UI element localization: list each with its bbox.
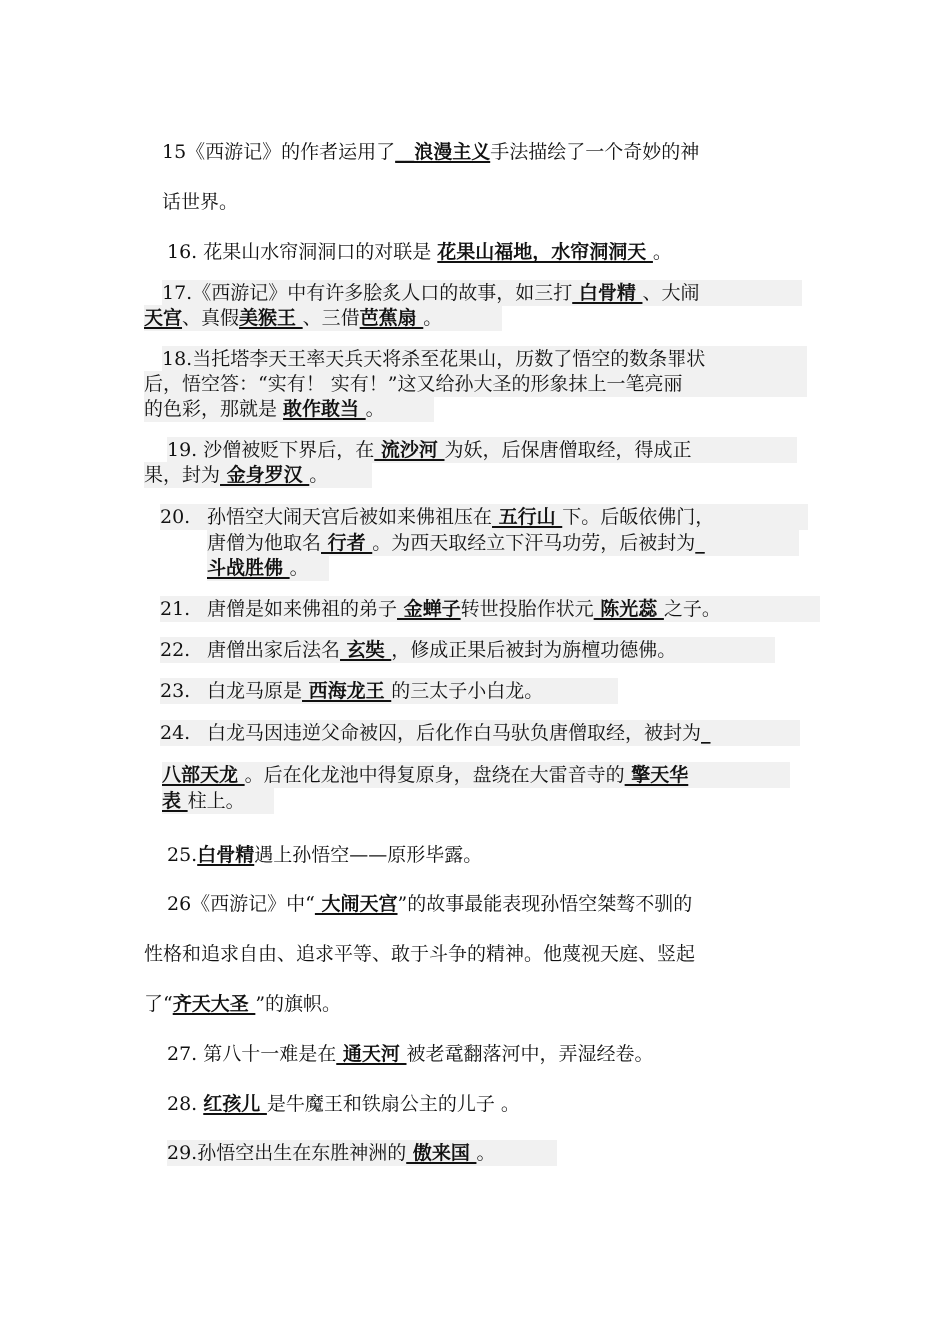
answer-blank: 八部天龙 bbox=[162, 764, 245, 786]
question-text: 遇上孙悟空——原形毕露。 bbox=[254, 844, 483, 866]
question-text: 被老鼋翻落河中，弄湿经卷。 bbox=[406, 1043, 654, 1065]
question-text: 。 bbox=[365, 398, 385, 420]
question-15 bbox=[162, 139, 699, 165]
question-15-line-2 bbox=[162, 189, 238, 215]
question-text: 白龙马因违逆父命被囚，后化作白马驮负唐僧取经，被封为 bbox=[207, 722, 702, 744]
question-number: 28. bbox=[167, 1093, 204, 1115]
question-text: 转世投胎作状元 bbox=[460, 598, 594, 620]
answer-blank: 敢作敢当 bbox=[283, 398, 366, 420]
question-29 bbox=[167, 1140, 557, 1166]
question-number: 23. bbox=[160, 680, 191, 702]
question-text: 。后在化龙池中得复原身，盘绕在大雷音寺的 bbox=[244, 764, 625, 786]
question-text: 、三借 bbox=[302, 307, 360, 329]
question-text: 。 bbox=[289, 557, 309, 579]
answer-blank: 通天河 bbox=[336, 1043, 407, 1065]
question-text: 话世界。 bbox=[162, 191, 239, 213]
question-text: ，修成正果后被封为旃檀功德佛。 bbox=[391, 639, 677, 661]
question-26-line-2 bbox=[144, 941, 695, 967]
question-20 bbox=[160, 504, 808, 530]
answer-blank: 傲来国 bbox=[406, 1142, 477, 1164]
answer-blank: 天宫 bbox=[144, 307, 183, 329]
question-27 bbox=[167, 1041, 654, 1067]
question-20-line-2 bbox=[207, 530, 799, 556]
question-text: 之子。 bbox=[663, 598, 721, 620]
answer-blank: 行者 bbox=[321, 532, 373, 554]
question-17 bbox=[162, 280, 802, 306]
question-24-line-3 bbox=[162, 788, 274, 814]
question-19-line-2 bbox=[144, 462, 372, 488]
question-18-line-2 bbox=[144, 371, 807, 397]
question-text: 的三太子小白龙。 bbox=[391, 680, 544, 702]
answer-blank: _ bbox=[701, 722, 711, 744]
question-24 bbox=[160, 720, 800, 746]
answer-blank: 芭蕉扇 bbox=[359, 307, 424, 329]
question-text: 下。后皈依佛门， bbox=[562, 506, 715, 528]
answer-blank: _ bbox=[695, 532, 705, 554]
question-16 bbox=[167, 239, 672, 265]
question-21 bbox=[160, 596, 820, 622]
answer-blank: __浪漫主义 bbox=[395, 141, 491, 163]
question-text: 、大闹 bbox=[642, 282, 700, 304]
question-text: 性格和追求自由、追求平等、敢于斗争的精神。他蔑视天庭、竖起 bbox=[144, 943, 696, 965]
answer-blank: 擎天华 bbox=[624, 764, 689, 786]
question-text: 了“ bbox=[144, 993, 173, 1015]
answer-blank: 斗战胜佛 bbox=[207, 557, 290, 579]
question-28 bbox=[167, 1091, 520, 1117]
answer-blank: 花果山福地，水帘洞洞天 bbox=[437, 241, 653, 263]
question-text: 26《西游记》中“ bbox=[167, 893, 315, 915]
answer-blank: 齐天大圣 bbox=[172, 993, 256, 1015]
question-text: 17.《西游记》中有许多脍炙人口的故事，如三打 bbox=[162, 282, 573, 304]
question-17-line-2 bbox=[144, 305, 502, 331]
question-text: 是牛魔王和铁扇公主的儿子 。 bbox=[266, 1093, 520, 1115]
question-18-line-3 bbox=[144, 396, 434, 422]
question-text: 唐僧为他取名 bbox=[207, 532, 322, 554]
question-text: 18.当托塔李天王率天兵天将杀至花果山，历数了悟空的数条罪状 bbox=[162, 348, 706, 370]
question-text: 。 bbox=[309, 464, 329, 486]
question-20-line-3 bbox=[207, 555, 329, 581]
question-text: ”的故事最能表现孙悟空桀骜不驯的 bbox=[397, 893, 693, 915]
question-text: 、真假 bbox=[182, 307, 240, 329]
answer-blank: 白骨精 bbox=[197, 844, 255, 866]
question-26-line-3 bbox=[144, 991, 341, 1017]
question-23 bbox=[160, 678, 618, 704]
question-text: 手法描绘了一个奇妙的神 bbox=[490, 141, 700, 163]
answer-blank: 五行山 bbox=[492, 506, 563, 528]
answer-blank: 陈光蕊 bbox=[593, 598, 664, 620]
question-text: 后，悟空答：“实有！ 实有！”这又给孙大圣的形象抹上一笔亮丽 bbox=[144, 373, 683, 395]
question-text: 15《西游记》的作者运用了 bbox=[162, 141, 396, 163]
question-text: 的色彩，那就是 bbox=[144, 398, 284, 420]
answer-blank: 美猴王 bbox=[239, 307, 303, 329]
question-18 bbox=[162, 346, 807, 372]
answer-blank: 金身罗汉 bbox=[220, 464, 310, 486]
question-text: 19. 沙僧被贬下界后，在 bbox=[167, 439, 375, 461]
question-number: 21. bbox=[160, 598, 191, 620]
question-number: 20. bbox=[160, 506, 191, 528]
answer-blank: 流沙河 bbox=[374, 439, 445, 461]
question-number: 22. bbox=[160, 639, 191, 661]
answer-blank: 西海龙王 bbox=[302, 680, 392, 702]
answer-blank: 金蝉子 bbox=[397, 598, 461, 620]
question-text: 16. 花果山水帘洞洞口的对联是 bbox=[167, 241, 438, 263]
question-text: 29.孙悟空出生在东胜神洲的 bbox=[167, 1142, 407, 1164]
question-24-line-2 bbox=[162, 762, 790, 788]
question-text: 为妖，后保唐僧取经，得成正 bbox=[444, 439, 692, 461]
answer-blank: 大闹天宫 bbox=[314, 893, 398, 915]
question-text: 。 bbox=[652, 241, 672, 263]
question-text: 。为西天取经立下汗马功劳，后被封为 bbox=[372, 532, 696, 554]
answer-blank: 表 bbox=[162, 790, 188, 812]
question-text: 孙悟空大闹天宫后被如来佛祖压在 bbox=[207, 506, 493, 528]
question-text: 。 bbox=[423, 307, 443, 329]
question-22 bbox=[160, 637, 775, 663]
answer-blank: 红孩儿 bbox=[203, 1093, 267, 1115]
question-text: 果，封为 bbox=[144, 464, 221, 486]
question-26 bbox=[167, 891, 692, 917]
question-number: 24. bbox=[160, 722, 191, 744]
answer-blank: 玄奘 bbox=[340, 639, 392, 661]
question-text: 柱上。 bbox=[187, 790, 245, 812]
question-19 bbox=[167, 437, 797, 463]
question-text: 白龙马原是 bbox=[207, 680, 303, 702]
question-text: 唐僧出家后法名 bbox=[207, 639, 341, 661]
answer-blank: 白骨精 bbox=[572, 282, 643, 304]
question-text: 唐僧是如来佛祖的弟子 bbox=[207, 598, 398, 620]
question-text: 27. 第八十一难是在 bbox=[167, 1043, 337, 1065]
question-25 bbox=[167, 842, 482, 868]
question-text: 。 bbox=[476, 1142, 496, 1164]
question-number: 25. bbox=[167, 844, 198, 866]
question-text: ”的旗帜。 bbox=[255, 993, 342, 1015]
